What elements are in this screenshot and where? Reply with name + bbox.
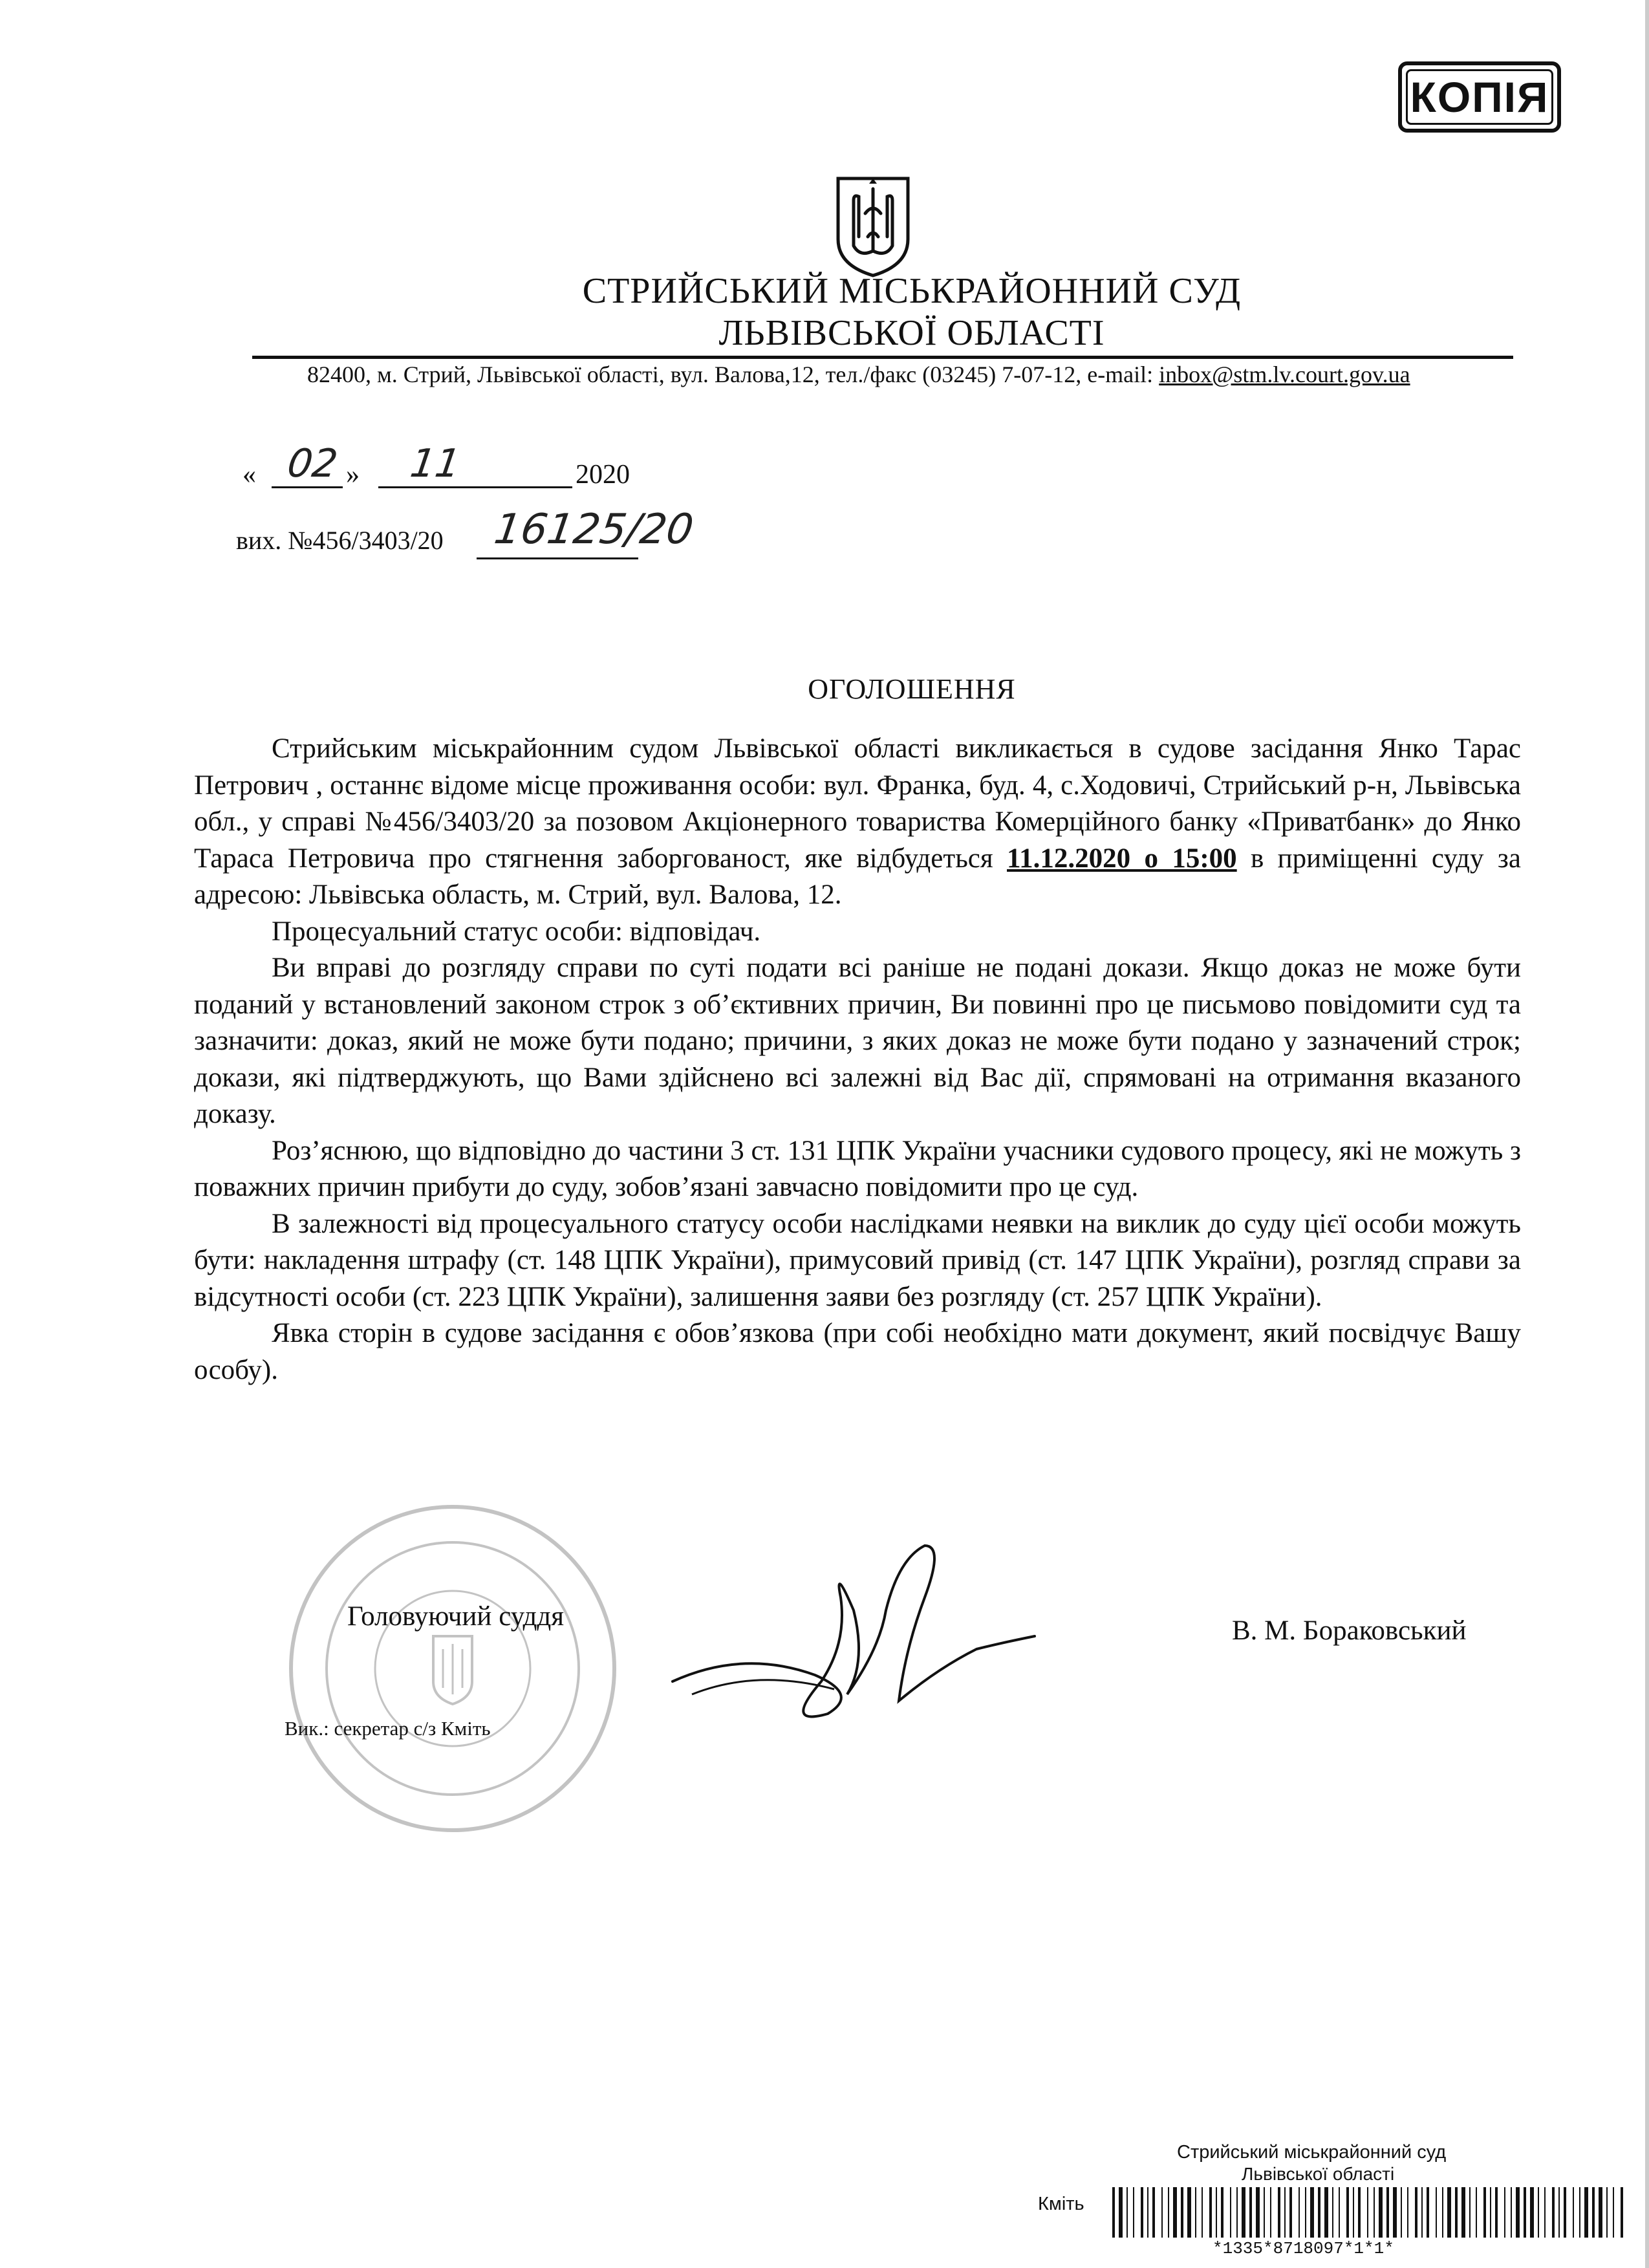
date-month-handwritten: 11 [407,441,464,486]
copy-stamp [1398,61,1561,133]
outgoing-number-handwritten: 16125/20 [491,506,696,554]
paragraph-status: Процесуальний статус особи: відповідач. [272,916,761,947]
barcode-bar [1216,2187,1217,2238]
footer-clerk-name: Кміть [1038,2194,1084,2214]
barcode-bar [1386,2187,1389,2238]
barcode-bar [1187,2187,1191,2238]
barcode-bar [1613,2187,1614,2238]
paragraph-consequences: В залежності від процесуального статусу особи наслідками неявки на виклик до суду цієї особи можуть бути: накладення штрафу (ст. 148 ЦПК України), примусовий привід (ст. 147 ЦПК України), розгляд справи за відсутності особи (ст. 223 ЦПК України), залишення заяви без розгляду (ст. 257 ЦПК України). [194,1208,1521,1312]
barcode-bar [1573,2187,1574,2238]
barcode-bar [1552,2187,1555,2238]
barcode-text: *1335*8718097*1*1* [1212,2239,1394,2258]
outgoing-number-field [477,557,638,559]
copy-stamp-label: КОПІЯ [1410,73,1549,121]
barcode-bar [1442,2187,1443,2238]
barcode-bar [1181,2187,1183,2238]
executor-note: Вик.: секретар с/з Кміть [285,1717,491,1740]
barcode-bar [1621,2187,1623,2238]
address-text: 82400, м. Стрий, Львівської області, вул. Валова,12, тел./факс (03245) 7-07-12, e-mail: [307,362,1159,387]
barcode-bar [1168,2187,1169,2238]
barcode-bar [1447,2187,1451,2238]
document-heading: ОГОЛОШЕННЯ [808,673,1016,705]
barcode-bar [1353,2187,1354,2238]
barcode [1086,2187,1623,2238]
barcode-bar [1490,2187,1491,2238]
document-body [194,731,1521,1388]
barcode-bar [1401,2187,1402,2238]
barcode-bar [1393,2187,1397,2238]
court-seal-icon [285,1500,621,1837]
barcode-bar [1436,2187,1437,2238]
barcode-bar [1476,2187,1477,2238]
barcode-bar [1152,2187,1155,2238]
barcode-bar [1195,2187,1196,2238]
header-divider [252,356,1513,359]
barcode-bar [1592,2187,1595,2238]
paragraph-attendance: Явка сторін в судове засідання є обов’язкова (при собі необхідно мати документ, який посвідчує Вашу особу). [194,1318,1521,1385]
barcode-bar [1289,2187,1292,2238]
document-date [242,441,1083,491]
barcode-bar [1126,2187,1128,2238]
barcode-bar [1299,2187,1300,2238]
barcode-bar [1209,2187,1212,2238]
paragraph-evidence: Ви вправі до розгляду справи по суті подати всі раніше не подані докази. Якщо доказ не може бути поданий у встановлений законом строк з об’єктивних причин, Ви повинні про це письмово повідомити суд та зазначити: доказ, який не може бути подано; причини, з яких доказ не може бути подано у зазначений строк; докази, які підтверджують, що Вами здійснено всі залежні від Вас дії, спрямовані на отримання вказаного доказу. [194,953,1521,1129]
date-open-quote: « [242,460,256,490]
date-close-quote: » [346,460,360,490]
barcode-bar [1310,2187,1314,2238]
judge-name: В. М. Бораковський [1232,1615,1467,1646]
barcode-bar [1564,2187,1566,2238]
barcode-bar [1379,2187,1383,2238]
outgoing-number-prefix: вих. №456/3403/20 [236,526,444,555]
barcode-bar [1407,2187,1408,2238]
court-email: inbox@stm.lv.court.gov.ua [1159,362,1410,387]
barcode-bar [1461,2187,1465,2238]
barcode-bar [1147,2187,1148,2238]
barcode-bar [1332,2187,1333,2238]
barcode-bar [1339,2187,1340,2238]
judge-signature [666,1520,1041,1753]
barcode-bar [1511,2187,1512,2238]
barcode-bar [1530,2187,1534,2238]
barcode-bar [1249,2187,1252,2238]
barcode-bar [1278,2187,1280,2238]
barcode-bar [1415,2187,1417,2238]
barcode-bar [1161,2187,1163,2238]
coat-of-arms-icon [834,175,912,278]
barcode-bar [1346,2187,1349,2238]
date-day-handwritten: 02 [285,441,341,486]
paragraph-notice: Роз’яснюю, що відповідно до частини 3 ст. 131 ЦПК України учасники судового процесу, які не можуть з поважних причин прибути до суду, зобов’язані завчасно повідомити про це суд. [194,1135,1521,1202]
court-address [307,361,1536,388]
barcode-bar [1538,2187,1539,2238]
barcode-bar [1173,2187,1177,2238]
hearing-datetime: 11.12.2020 о 15:00 [1007,843,1237,874]
date-year: 2020 [576,460,630,490]
barcode-bar [1230,2187,1231,2238]
barcode-bar [1236,2187,1238,2238]
barcode-bar [1558,2187,1560,2238]
barcode-bar [1112,2187,1115,2238]
barcode-bar [1606,2187,1608,2238]
barcode-bar [1367,2187,1368,2238]
barcode-bar [1221,2187,1223,2238]
judge-label: Головуючий суддя [347,1601,565,1632]
barcode-bar [1242,2187,1245,2238]
barcode-bar [1579,2187,1580,2238]
barcode-bar [1305,2187,1306,2238]
barcode-bar [1504,2187,1505,2238]
barcode-bar [1324,2187,1328,2238]
barcode-bar [1318,2187,1320,2238]
barcode-bar [1256,2187,1260,2238]
scan-edge [1645,0,1649,2268]
summons-text-end: в приміщенні суду за адресою: Львівська область, м. Стрий, вул. Валова, 12. [194,843,1521,910]
barcode-bar [1469,2187,1471,2238]
barcode-bar [1599,2187,1602,2238]
court-name: СТРИЙСЬКИЙ МІСЬКРАЙОННИЙ СУД [582,271,1242,311]
court-region: ЛЬВІВСЬКОЇ ОБЛАСТІ [718,313,1105,353]
barcode-bar [1133,2187,1134,2238]
barcode-bar [1270,2187,1271,2238]
barcode-bar [1264,2187,1265,2238]
footer-court-region: Львівської області [1242,2164,1395,2184]
barcode-bar [1358,2187,1361,2238]
barcode-bar [1455,2187,1458,2238]
barcode-bar [1495,2187,1498,2238]
barcode-bar [1516,2187,1520,2238]
barcode-bar [1374,2187,1375,2238]
barcode-bar [1421,2187,1423,2238]
barcode-bar [1427,2187,1429,2238]
barcode-bar [1202,2187,1203,2238]
barcode-bar [1284,2187,1286,2238]
barcode-bar [1483,2187,1486,2238]
barcode-bar [1584,2187,1588,2238]
barcode-bar [1524,2187,1526,2238]
footer-court-name: Стрийський міськрайонний суд [1177,2142,1447,2163]
summons-text-start: Стрийським міськрайонним судом Львівської області викликається в судове засідання Янко Тарас Петрович , останнє відоме місце проживання особи: вул. Франка, буд. 4, с.Ходовичі, Стрийський р-н, Львівська обл., у справі №456/3403/20 за позовом Акціонерного товариства Комерційного банку «Приватбанк» до Янко Тараса Петровича про стягнення заборгованост, яке відбудеться [194,733,1521,874]
outgoing-number [236,506,947,569]
paragraph-summons [194,731,1521,914]
barcode-bar [1544,2187,1546,2238]
barcode-bar [1119,2187,1123,2238]
barcode-bar [1141,2187,1143,2238]
